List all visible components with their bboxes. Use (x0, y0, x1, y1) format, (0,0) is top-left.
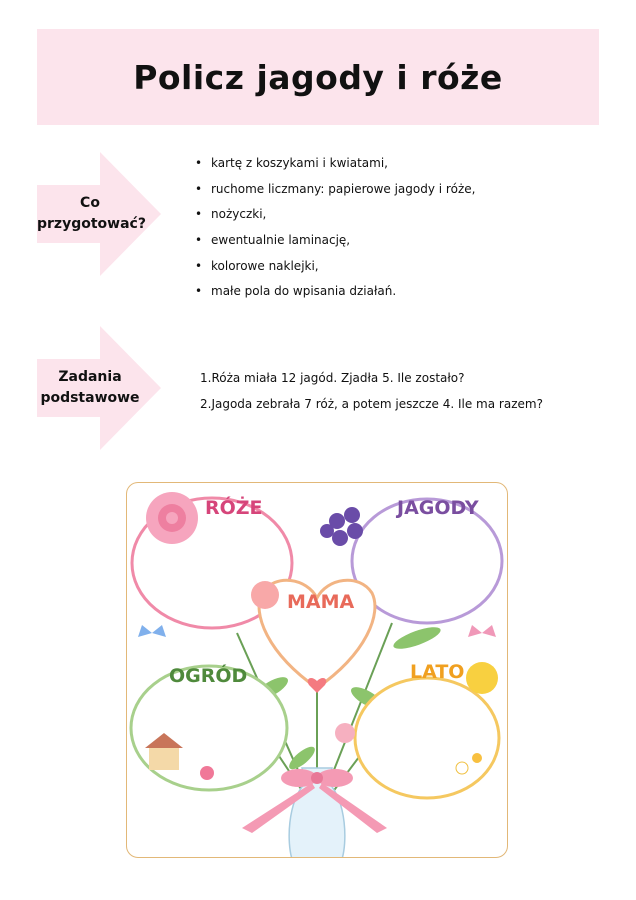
task-item: 2.Jagoda zebrała 7 róż, a potem jeszcze 4. Ile ma razem? (200, 397, 543, 411)
butterfly-icon (138, 625, 166, 637)
bullet-icon: • (195, 232, 203, 247)
page-title: Policz jagody i róże (133, 57, 503, 97)
list-item (195, 150, 475, 176)
bullet-icon: • (195, 155, 203, 170)
label-roses: RÓŻE (205, 497, 263, 519)
list-item-text: małe pola do wpisania działań. (211, 284, 397, 299)
small-rose-icon (251, 581, 279, 609)
list-item-text: ewentualnie laminację, (211, 232, 351, 247)
task-item: 1.Róża miała 12 jagód. Zjadła 5. Ile zostało? (200, 371, 465, 385)
label-summer: LATO (410, 661, 465, 683)
prepare-label (37, 193, 146, 235)
label-garden: OGRÓD (169, 665, 248, 687)
list-item-text: ruchome liczmany: papierowe jagody i róże, (211, 181, 476, 196)
list-item (195, 227, 475, 253)
bullet-icon: • (195, 258, 203, 273)
tasks-list (200, 365, 543, 417)
tasks-label-line2: podstawowe (40, 390, 140, 406)
prepare-arrow (37, 152, 161, 276)
list-item (195, 201, 475, 227)
list-item-text: nożyczki, (211, 207, 267, 222)
label-mom: MAMA (287, 591, 355, 613)
materials-list (195, 150, 475, 304)
prepare-label-line1: Co (80, 195, 100, 211)
sun-icon (466, 662, 498, 694)
cloud-summer (355, 678, 499, 798)
mind-map-illustration (126, 482, 508, 858)
bullet-icon: • (195, 181, 203, 196)
list-item (195, 278, 475, 304)
tasks-label-line1: Zadania (58, 369, 122, 385)
tasks-label (37, 367, 143, 409)
rose-icon (146, 492, 198, 544)
list-item-text: kartę z koszykami i kwiatami, (211, 155, 388, 170)
bullet-icon: • (195, 207, 203, 222)
list-item (195, 253, 475, 279)
prepare-label-line2: przygotować? (37, 216, 146, 232)
bullet-icon: • (195, 284, 203, 299)
list-item-text: kolorowe naklejki, (211, 258, 319, 273)
label-berries: JAGODY (397, 497, 479, 519)
list-item (195, 176, 475, 202)
title-banner (37, 29, 599, 125)
butterfly-icon (468, 625, 496, 637)
tasks-arrow (37, 326, 161, 450)
